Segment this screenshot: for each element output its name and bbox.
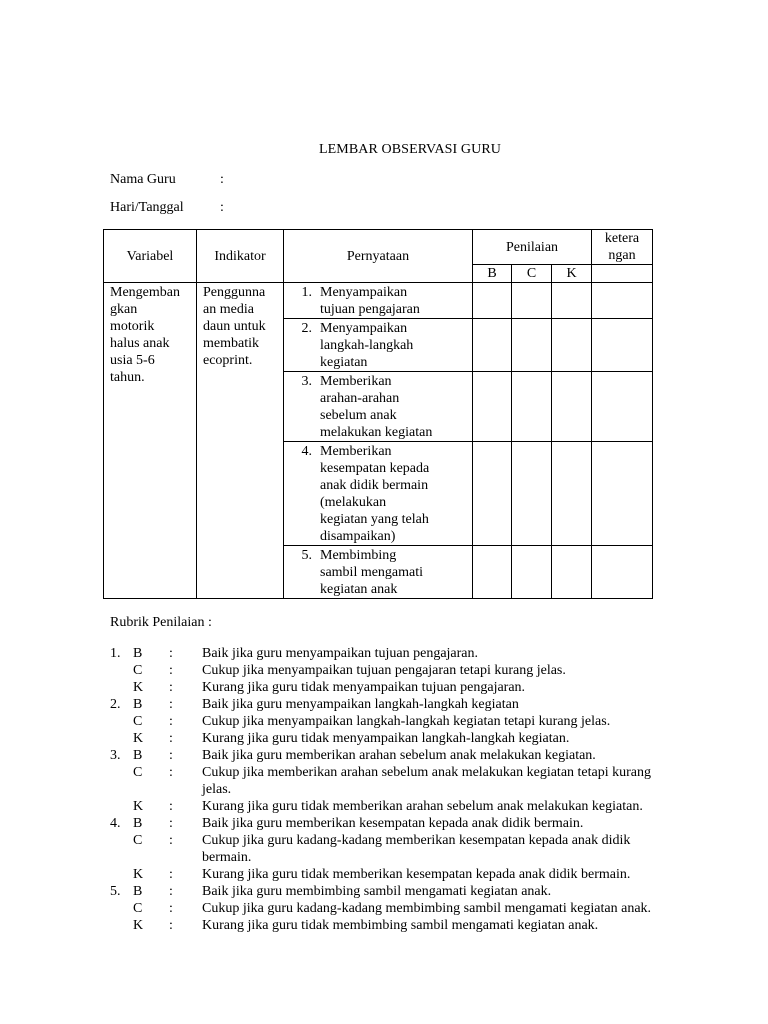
cell-variabel bbox=[104, 283, 197, 599]
cell-indikator bbox=[197, 283, 284, 599]
rubrik-colon: : bbox=[169, 731, 173, 746]
rubrik-grade: K bbox=[133, 731, 144, 746]
rubrik-item bbox=[110, 645, 720, 662]
statement-line: Memberikan bbox=[320, 444, 392, 459]
rubrik-item bbox=[110, 798, 720, 815]
rubrik-colon: : bbox=[169, 697, 173, 712]
rubrik-number bbox=[110, 917, 133, 934]
rubrik-text: Kurang jika guru tidak menyampaikan tujuan pengajaran. bbox=[202, 680, 526, 695]
rubrik-text: Baik jika guru menyampaikan tujuan pengajaran. bbox=[202, 646, 479, 661]
rubrik-number bbox=[110, 730, 133, 747]
header-penilaian: Penilaian bbox=[473, 230, 592, 265]
keterangan-cell[interactable] bbox=[592, 319, 653, 372]
field-colon: : bbox=[220, 172, 224, 187]
statement-line: Memberikan bbox=[320, 374, 392, 389]
rubrik-grade: K bbox=[133, 680, 144, 695]
rubrik-number bbox=[110, 713, 133, 730]
statement-line: langkah-langkah bbox=[320, 338, 414, 353]
rubrik-colon: : bbox=[169, 799, 173, 814]
statement-line: arahan-arahan bbox=[320, 391, 400, 406]
rubrik-text: Baik jika guru memberikan arahan sebelum anak melakukan kegiatan. bbox=[202, 748, 596, 763]
statement-number: 5. bbox=[301, 548, 312, 563]
rubrik-item bbox=[110, 730, 720, 747]
statement-line: Menyampaikan bbox=[320, 285, 408, 300]
rubrik-colon: : bbox=[169, 833, 173, 848]
header-k: K bbox=[552, 265, 592, 283]
rubrik-text: bermain. bbox=[202, 850, 252, 865]
variabel-line: gkan bbox=[110, 302, 138, 317]
indikator-line: daun untuk bbox=[203, 319, 266, 334]
rubrik-grade: C bbox=[133, 901, 143, 916]
rubrik-colon: : bbox=[169, 748, 173, 763]
field-label: Hari/Tanggal bbox=[110, 200, 184, 215]
statement-number: 3. bbox=[301, 374, 312, 389]
indikator-line: ecoprint. bbox=[203, 353, 253, 368]
keterangan-cell[interactable] bbox=[592, 283, 653, 319]
rubrik-grade: B bbox=[133, 646, 143, 661]
rubrik-item bbox=[110, 815, 720, 832]
statement-line: tujuan pengajaran bbox=[320, 302, 420, 317]
rubrik-grade: B bbox=[133, 748, 143, 763]
rubrik-colon: : bbox=[169, 765, 173, 780]
rubrik-grade: B bbox=[133, 816, 143, 831]
score-b-cell[interactable] bbox=[473, 442, 512, 546]
score-b-cell[interactable] bbox=[473, 319, 512, 372]
statement-line: kegiatan yang telah bbox=[320, 512, 429, 527]
statement-line: (melakukan bbox=[320, 495, 387, 510]
rubrik-grade: B bbox=[133, 697, 143, 712]
rubrik-number bbox=[110, 764, 133, 798]
rubrik-colon: : bbox=[169, 680, 173, 695]
rubrik-item bbox=[110, 679, 720, 696]
rubrik-grade: K bbox=[133, 918, 144, 933]
statement-line: kesempatan kepada bbox=[320, 461, 430, 476]
statement-line: sebelum anak bbox=[320, 408, 397, 423]
rubrik-text: Kurang jika guru tidak membimbing sambil mengamati kegiatan anak. bbox=[202, 918, 599, 933]
rubrik-text: Cukup jika menyampaikan langkah-langkah kegiatan tetapi kurang jelas. bbox=[202, 714, 611, 729]
header-indikator: Indikator bbox=[197, 230, 284, 283]
indikator-line: membatik bbox=[203, 336, 259, 351]
statement-line: disampaikan) bbox=[320, 529, 396, 544]
variabel-line: usia 5-6 bbox=[110, 353, 155, 368]
rubrik-item bbox=[110, 917, 720, 934]
rubrik-number bbox=[110, 900, 133, 917]
score-b-cell[interactable] bbox=[473, 546, 512, 599]
rubrik-grade: C bbox=[133, 663, 143, 678]
statement-line: Membimbing bbox=[320, 548, 397, 563]
field-label: Nama Guru bbox=[110, 172, 176, 187]
indikator-line: an media bbox=[203, 302, 254, 317]
rubrik-grade: C bbox=[133, 714, 143, 729]
rubrik-text: Cukup jika memberikan arahan sebelum anak melakukan kegiatan tetapi kurang bbox=[202, 765, 652, 780]
keterangan-cell[interactable] bbox=[592, 546, 653, 599]
rubrik-colon: : bbox=[169, 663, 173, 678]
rubrik-number: 1. bbox=[110, 646, 121, 661]
field-nama-guru bbox=[110, 172, 224, 188]
statement-cell bbox=[284, 442, 473, 546]
field-hari-tanggal bbox=[110, 200, 224, 216]
indikator-line: Penggunna bbox=[203, 285, 266, 300]
rubrik-colon: : bbox=[169, 901, 173, 916]
rubrik-colon: : bbox=[169, 918, 173, 933]
score-k-cell[interactable] bbox=[552, 372, 592, 442]
rubrik-grade: K bbox=[133, 867, 144, 882]
rubrik-item bbox=[110, 883, 720, 900]
score-b-cell[interactable] bbox=[473, 283, 512, 319]
statement-number: 4. bbox=[301, 444, 312, 459]
statement-number: 1. bbox=[301, 285, 312, 300]
statement-line: kegiatan bbox=[320, 355, 368, 370]
header-keterangan-line: ketera bbox=[604, 231, 640, 246]
observation-table bbox=[103, 229, 653, 599]
rubrik-text: Kurang jika guru tidak menyampaikan langkah-langkah kegiatan. bbox=[202, 731, 570, 746]
statement-cell bbox=[284, 283, 473, 319]
rubrik-colon: : bbox=[169, 646, 173, 661]
score-k-cell[interactable] bbox=[552, 442, 592, 546]
rubrik-item bbox=[110, 747, 720, 764]
rubrik-text: Baik jika guru membimbing sambil mengamati kegiatan anak. bbox=[202, 884, 552, 899]
score-c-cell[interactable] bbox=[512, 442, 552, 546]
score-c-cell[interactable] bbox=[512, 283, 552, 319]
rubrik-item bbox=[110, 900, 720, 917]
header-variabel: Variabel bbox=[104, 230, 197, 283]
rubrik-colon: : bbox=[169, 714, 173, 729]
score-k-cell[interactable] bbox=[552, 319, 592, 372]
rubrik-text: Cukup jika guru kadang-kadang membimbing sambil mengamati kegiatan anak. bbox=[202, 901, 652, 916]
rubrik-item bbox=[110, 662, 720, 679]
rubrik-colon: : bbox=[169, 884, 173, 899]
rubrik-text: Cukup jika menyampaikan tujuan pengajaran tetapi kurang jelas. bbox=[202, 663, 566, 678]
variabel-line: Mengemban bbox=[110, 285, 180, 300]
statement-line: sambil mengamati bbox=[320, 565, 424, 580]
rubrik-item bbox=[110, 713, 720, 730]
statement-number: 2. bbox=[301, 321, 312, 336]
statement-line: Menyampaikan bbox=[320, 321, 408, 336]
rubrik-list bbox=[110, 645, 720, 934]
rubrik-grade: C bbox=[133, 765, 143, 780]
score-b-cell[interactable] bbox=[473, 372, 512, 442]
statement-cell bbox=[284, 546, 473, 599]
variabel-line: halus anak bbox=[110, 336, 170, 351]
keterangan-cell[interactable] bbox=[592, 372, 653, 442]
rubrik-item bbox=[110, 832, 720, 866]
rubrik-text: Kurang jika guru tidak memberikan arahan sebelum anak melakukan kegiatan. bbox=[202, 799, 643, 814]
rubrik-number bbox=[110, 679, 133, 696]
header-pernyataan: Pernyataan bbox=[284, 230, 473, 283]
rubrik-number: 3. bbox=[110, 748, 121, 763]
score-c-cell[interactable] bbox=[512, 546, 552, 599]
rubrik-number: 4. bbox=[110, 816, 121, 831]
score-k-cell[interactable] bbox=[552, 283, 592, 319]
rubrik-number bbox=[110, 798, 133, 815]
statement-line: melakukan kegiatan bbox=[320, 425, 433, 440]
score-c-cell[interactable] bbox=[512, 372, 552, 442]
rubrik-number bbox=[110, 866, 133, 883]
rubrik-grade: B bbox=[133, 884, 143, 899]
rubrik-text: Baik jika guru menyampaikan langkah-langkah kegiatan bbox=[202, 697, 519, 712]
header-keterangan bbox=[592, 230, 653, 265]
header-empty bbox=[592, 265, 653, 283]
field-colon: : bbox=[220, 200, 224, 215]
rubrik-text: jelas. bbox=[202, 782, 232, 797]
rubrik-text: Kurang jika guru tidak memberikan kesempatan kepada anak didik bermain. bbox=[202, 867, 631, 882]
rubrik-item bbox=[110, 696, 720, 713]
statement-line: anak didik bermain bbox=[320, 478, 429, 493]
rubrik-grade: K bbox=[133, 799, 144, 814]
header-c: C bbox=[512, 265, 552, 283]
rubrik-item bbox=[110, 764, 720, 798]
variabel-line: motorik bbox=[110, 319, 155, 334]
rubrik-grade: C bbox=[133, 833, 143, 848]
statement-cell bbox=[284, 319, 473, 372]
variabel-line: tahun. bbox=[110, 370, 145, 385]
score-k-cell[interactable] bbox=[552, 546, 592, 599]
header-keterangan-line: ngan bbox=[608, 248, 636, 263]
rubrik-number: 2. bbox=[110, 697, 121, 712]
rubrik-number: 5. bbox=[110, 884, 121, 899]
rubrik-colon: : bbox=[169, 816, 173, 831]
page-title: LEMBAR OBSERVASI GURU bbox=[319, 142, 501, 157]
score-c-cell[interactable] bbox=[512, 319, 552, 372]
rubrik-text: Cukup jika guru kadang-kadang memberikan kesempatan kepada anak didik bbox=[202, 833, 631, 848]
statement-line: kegiatan anak bbox=[320, 582, 398, 597]
statement-cell bbox=[284, 372, 473, 442]
header-b: B bbox=[473, 265, 512, 283]
rubrik-title: Rubrik Penilaian : bbox=[110, 615, 212, 630]
rubrik-item bbox=[110, 866, 720, 883]
rubrik-text: Baik jika guru memberikan kesempatan kepada anak didik bermain. bbox=[202, 816, 584, 831]
rubrik-number bbox=[110, 662, 133, 679]
rubrik-number bbox=[110, 832, 133, 866]
rubrik-colon: : bbox=[169, 867, 173, 882]
keterangan-cell[interactable] bbox=[592, 442, 653, 546]
